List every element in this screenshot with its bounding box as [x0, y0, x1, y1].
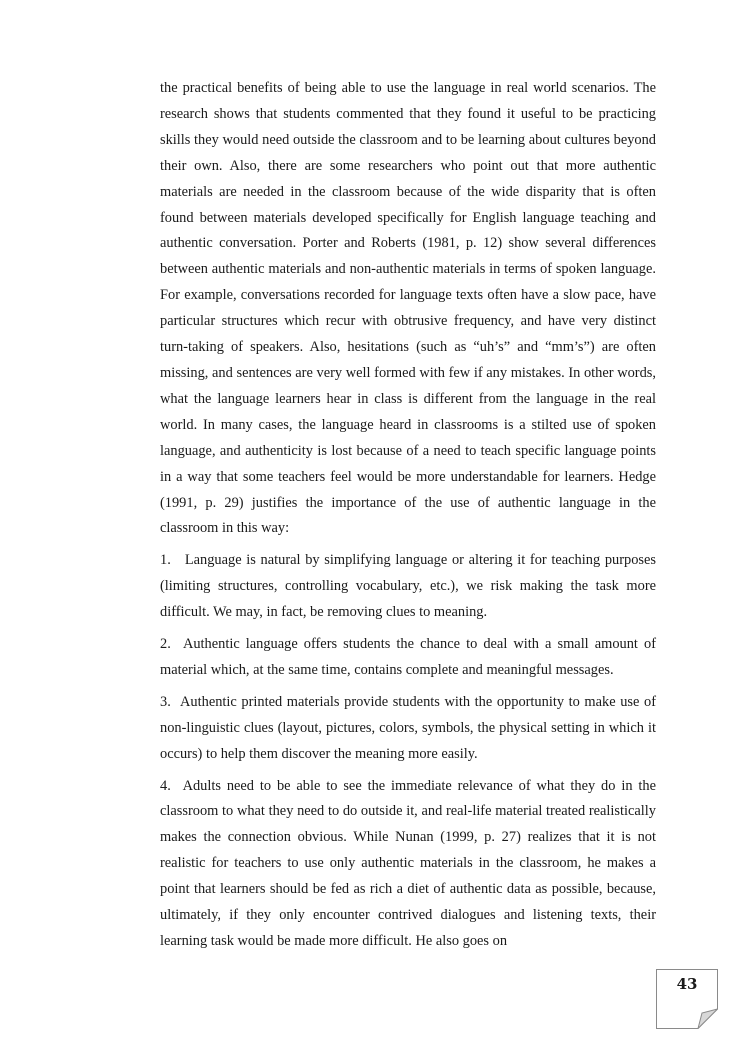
page-number-box: [656, 969, 718, 1029]
list-item-number: 2.: [160, 636, 171, 653]
list-item-3: [160, 690, 656, 768]
list-item-number: 4.: [160, 777, 171, 794]
list-item-number: 3.: [160, 693, 171, 710]
intro-paragraph: the practical benefits of being able to use the language in real world scenarios. The research shows that students commented that they found it useful to be practicing skills they would need outside the classroom and to be learning about cultures beyond their own. Also, there are some researchers who point out that more authentic materials are needed in the classroom because of the wide disparity that is often found between materials developed specifically for English language teaching and authentic conversation. Porter and Roberts (1981, p. 12) show several differences between authentic materials and non-authentic materials in terms of spoken language. For example, conversations recorded for language texts often have a slow pace, have particular structures which recur with obtrusive frequency, and have very distinct turn-taking of speakers. Also, hesitations (such as “uh’s” and “mm’s”) are often missing, and sentences are very well formed with few if any mistakes. In other words, what the language learners hear in class is different from the language in the real world. In many cases, the language heard in classrooms is a stilted use of spoken language, and authenticity is lost because of a need to teach specific language points in a way that some teachers feel would be more understandable for learners. Hedge (1991, p. 29) justifies the importance of the use of authentic language in the classroom in this way:: [160, 80, 656, 537]
list-item-text: Language is natural by simplifying language or altering it for teaching purposes (limiting structures, controlling vocabulary, etc.), we risk making the task more difficult. We may, in fact, be removing clues to meaning.: [160, 552, 656, 621]
list-item-1: [160, 548, 656, 626]
list-item-2: [160, 632, 656, 684]
page-number: 43: [676, 975, 698, 993]
list-item-4: [160, 774, 656, 955]
body-text: [160, 76, 656, 955]
list-item-text: Authentic printed materials provide students with the opportunity to make use of non-linguistic clues (layout, pictures, colors, symbols, the physical setting in which it occurs) to help them discover the meaning more easily.: [160, 693, 656, 762]
list-item-text: Authentic language offers students the chance to deal with a small amount of material which, at the same time, contains complete and meaningful messages.: [160, 636, 656, 678]
list-item-text: Adults need to be able to see the immediate relevance of what they do in the classroom to what they need to do outside it, and real-life material treated realistically makes the connection obvious. While Nunan (1999, p. 27) realizes that it is not realistic for teachers to use only authentic materials in the classroom, he makes a point that learners should be fed as rich a diet of authentic data as possible, because, ultimately, if they only encounter contrived dialogues and listening texts, their learning task would be made more difficult. He also goes on: [160, 777, 656, 949]
list-item-number: 1.: [160, 552, 171, 569]
